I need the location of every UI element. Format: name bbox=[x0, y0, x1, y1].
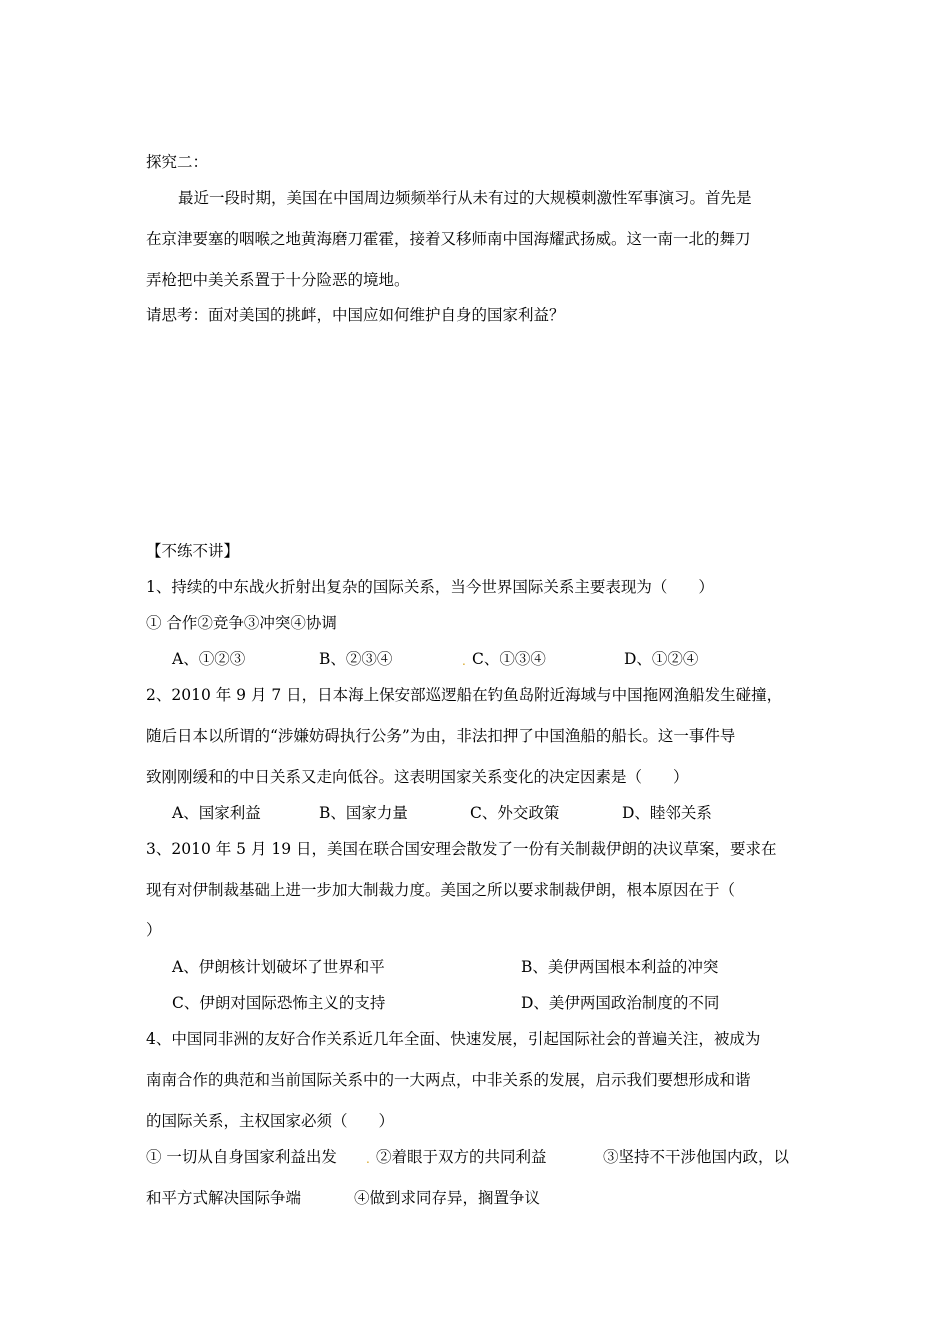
q3-option-b: B、美伊两国根本利益的冲突 bbox=[521, 958, 719, 976]
q4-option-3: ③坚持不干涉他国内政，以 bbox=[603, 1148, 790, 1166]
q3-option-d: D、美伊两国政治制度的不同 bbox=[521, 994, 720, 1012]
q3-line-1: 3、2010 年 5 月 19 日，美国在联合国安理会散发了一份有关制裁伊朗的决议草案，要求在 bbox=[146, 840, 777, 858]
q2-option-b: B、国家力量 bbox=[319, 804, 408, 822]
q1-stem: 1、持续的中东战火折射出复杂的国际关系，当今世界国际关系主要表现为（ ） bbox=[146, 578, 714, 596]
q1-option-d: D、①②④ bbox=[624, 650, 699, 668]
q4-option-4: ④做到求同存异，搁置争议 bbox=[354, 1189, 541, 1207]
q4-line-3: 的国际关系，主权国家必须（ ） bbox=[146, 1112, 395, 1130]
practice-heading: 【不练不讲】 bbox=[146, 542, 240, 560]
inquiry-paragraph-line-1: 最近一段时期，美国在中国周边频频举行从未有过的大规模刺激性军事演习。首先是 bbox=[178, 189, 752, 207]
q3-line-3: ） bbox=[146, 921, 162, 939]
inquiry-paragraph-line-2: 在京津要塞的咽喉之地黄海磨刀霍霍，接着又移师南中国海耀武扬威。这一南一北的舞刀 bbox=[146, 230, 751, 248]
q3-option-c: C、伊朗对国际恐怖主义的支持 bbox=[172, 994, 386, 1012]
q1-items: ① 合作②竞争③冲突④协调 bbox=[146, 614, 337, 632]
q4-line-2: 南南合作的典范和当前国际关系中的一大两点，中非关系的发展，启示我们要想形成和谐 bbox=[146, 1071, 751, 1089]
marker-dot: . bbox=[366, 1152, 370, 1166]
inquiry-heading: 探究二： bbox=[146, 153, 209, 171]
q4-line-1: 4、中国同非洲的友好合作关系近几年全面、快速发展，引起国际社会的普遍关注，被成为 bbox=[146, 1030, 761, 1048]
q2-line-3: 致刚刚缓和的中日关系又走向低谷。这表明国家关系变化的决定因素是（ ） bbox=[146, 768, 689, 786]
q2-option-c: C、外交政策 bbox=[470, 804, 560, 822]
q4-option-3-continued: 和平方式解决国际争端 bbox=[146, 1189, 302, 1207]
q3-line-2: 现有对伊制裁基础上进一步加大制裁力度。美国之所以要求制裁伊朗，根本原因在于（ bbox=[146, 881, 736, 899]
q2-line-1: 2、2010 年 9 月 7 日，日本海上保安部巡逻船在钓鱼岛附近海域与中国拖网渔船发生碰撞， bbox=[146, 686, 783, 704]
q3-option-a: A、伊朗核计划破坏了世界和平 bbox=[172, 958, 385, 976]
q4-option-2: ②着眼于双方的共同利益 bbox=[376, 1148, 547, 1166]
q2-option-a: A、国家利益 bbox=[172, 804, 261, 822]
marker-dot: . bbox=[462, 654, 466, 668]
q2-line-2: 随后日本以所谓的“涉嫌妨碍执行公务”为由，非法扣押了中国渔船的船长。这一事件导 bbox=[146, 727, 736, 745]
q1-option-b: B、②③④ bbox=[319, 650, 393, 668]
q1-option-c: C、①③④ bbox=[472, 650, 546, 668]
q4-option-1: ① 一切从自身国家利益出发 bbox=[146, 1148, 337, 1166]
q2-option-d: D、睦邻关系 bbox=[622, 804, 712, 822]
inquiry-paragraph-line-3: 弄枪把中美关系置于十分险恶的境地。 bbox=[146, 271, 410, 289]
q1-option-a: A、①②③ bbox=[172, 650, 246, 668]
inquiry-prompt: 请思考：面对美国的挑衅，中国应如何维护自身的国家利益？ bbox=[146, 306, 565, 324]
